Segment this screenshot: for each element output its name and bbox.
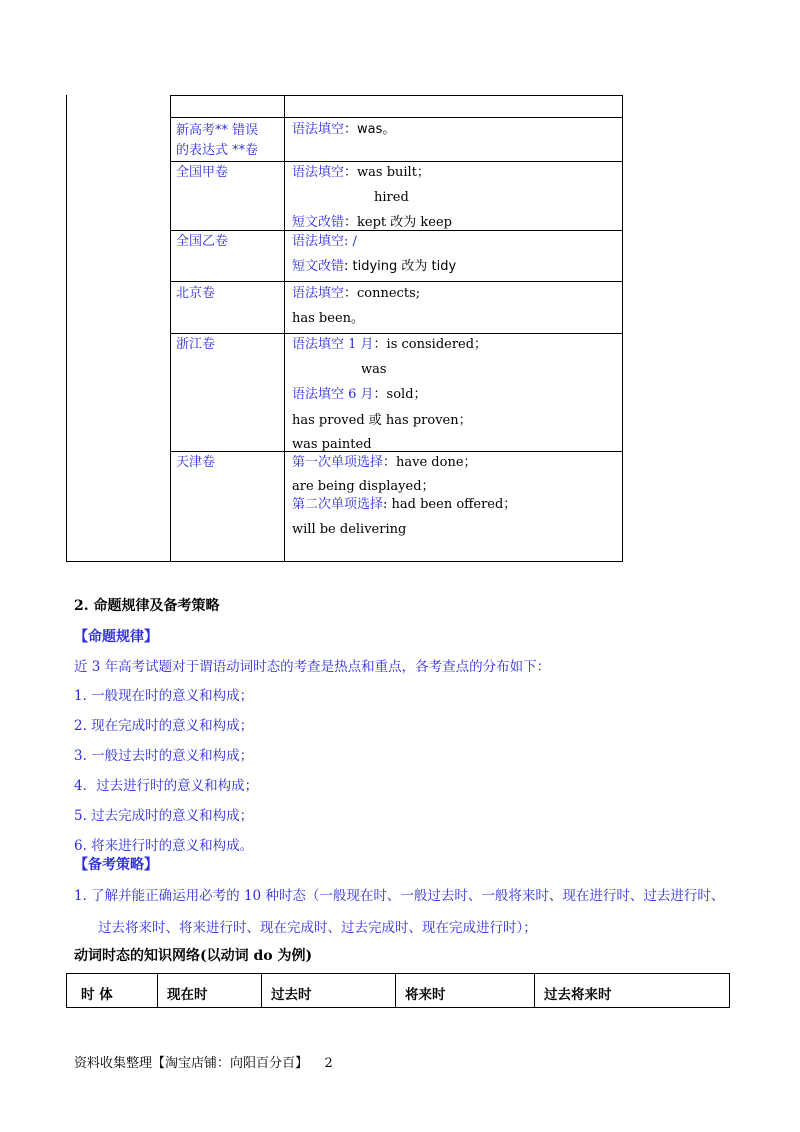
answer-line: are being displayed； [292,479,435,494]
table-header-cell: 过去将来时 [544,987,612,1003]
region-cell: 新高考** 错误 的表达式 **卷 [176,123,259,158]
tense-network-table [66,973,730,1008]
list-item: 1. 一般现在时的意义和构成； [74,688,254,704]
table-header-cell: 时 体 [81,987,113,1003]
section-heading: 2. 命题规律及备考策略 [74,598,220,614]
answer-line: 短文改错: tidying 改为 tidy [292,259,457,274]
table-header-cell: 过去时 [271,987,312,1003]
answer-line: was painted [292,437,372,452]
page-footer: 资料收集整理【淘宝店铺：向阳百分百】 2 [74,1056,333,1071]
region-cell: 全国甲卷 [176,165,229,180]
answer-line: 语法填空 1 月：is considered； [292,337,488,352]
region-cell: 北京卷 [176,286,216,301]
answer-line: hired [374,190,409,205]
answer-line: has proved 或 has proven； [292,413,472,428]
strategy-label: 【备考策略】 [74,857,158,873]
network-title: 动词时态的知识网络(以动词 do 为例) [74,948,313,964]
answer-line: 语法填空：connects; [292,286,421,301]
answer-line: was [361,362,387,377]
page-number: 2 [324,1056,333,1071]
list-item: 4．过去进行时的意义和构成； [74,778,259,794]
region-cell: 全国乙卷 [176,234,229,249]
table-header-cell: 现在时 [167,987,208,1003]
answer-line: 短文改错：kept 改为 keep [292,215,452,230]
answer-line: 第二次单项选择: had been offered； [292,497,517,512]
list-item: 3. 一般过去时的意义和构成； [74,748,254,764]
list-item: 2. 现在完成时的意义和构成； [74,718,254,734]
answer-line: will be delivering [292,522,407,537]
answer-line: 语法填空：was built； [292,165,430,180]
list-item: 5. 过去完成时的意义和构成； [74,808,254,824]
rules-label: 【命题规律】 [74,629,158,645]
answer-line: 第一次单项选择：have done； [292,455,477,470]
answer-line: 语法填空 6 月：sold； [292,387,427,402]
answer-line: has been。 [292,311,365,326]
exam-answer-table [66,95,623,562]
table-header-cell: 将来时 [405,987,446,1003]
answer-line: 语法填空：was。 [292,122,396,137]
rules-intro: 近 3 年高考试题对于谓语动词时态的考查是热点和重点，各考查点的分布如下： [74,659,551,675]
region-cell: 天津卷 [176,455,216,470]
region-cell: 浙江卷 [176,337,216,352]
answer-line: 语法填空: / [292,234,357,249]
strategy-text: 1. 了解并能正确运用必考的 10 种时态（一般现在时、一般过去时、一般将来时、现在进行时、过去进行时、 [74,888,725,904]
list-item: 6. 将来进行时的意义和构成。 [74,838,254,854]
strategy-text: 过去将来时、将来进行时、现在完成时、过去完成时、现在完成进行时）； [98,920,537,936]
